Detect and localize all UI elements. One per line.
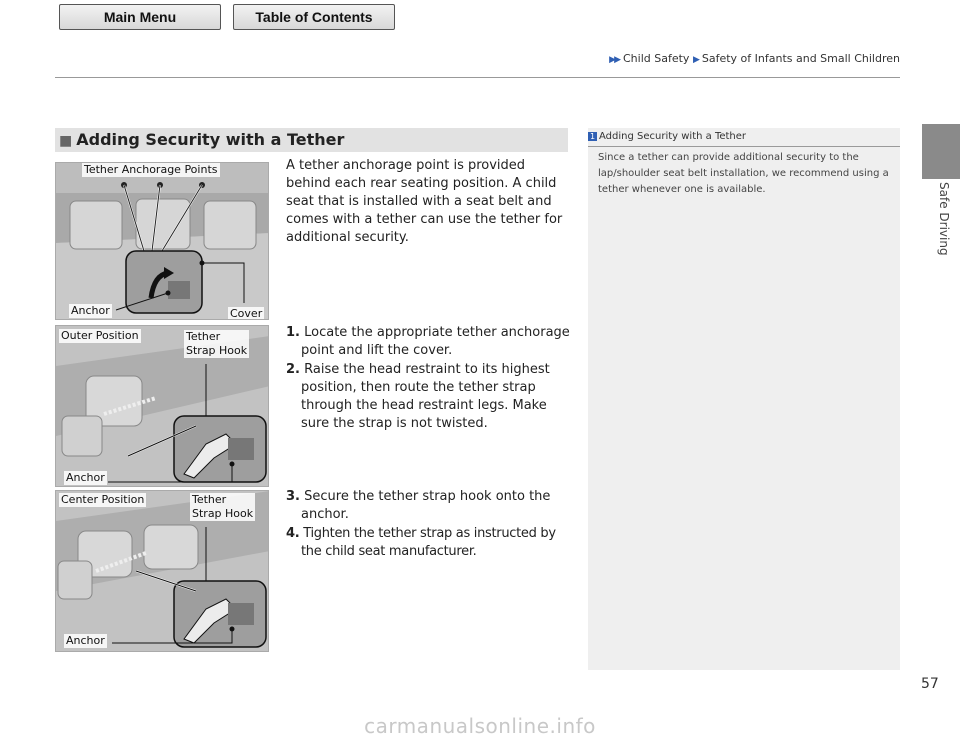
label-tether-strap-hook: Tether Strap Hook (192, 493, 254, 520)
step-1: 1. Locate the appropriate tether anchorage point and lift the cover. (286, 325, 570, 358)
figure-tether-anchorage-points (55, 162, 269, 320)
label-anchor: Anchor (66, 471, 105, 484)
breadcrumb-level1[interactable]: Child Safety (623, 52, 690, 65)
page-number: 57 (921, 676, 939, 692)
breadcrumb-arrow-icon: ▶▶ (609, 55, 619, 65)
intro-paragraph: A tether anchorage point is provided behind each rear seating position. A child seat that is installed with a seat belt and comes with a tether can use the tether for additional security. (286, 158, 563, 245)
label-tether-anchorage-points: Tether Anchorage Points (84, 163, 218, 176)
header-divider (55, 77, 900, 78)
label-anchor: Anchor (71, 304, 110, 317)
note-panel (588, 128, 900, 670)
step-2: 2. Raise the head restraint to its highest position, then route the tether strap through the head restraint legs. Make sure the strap is not twisted. (286, 362, 550, 431)
breadcrumb-level2[interactable]: Safety of Infants and Small Children (701, 52, 900, 65)
table-of-contents-button[interactable]: Table of Contents (233, 4, 395, 30)
chapter-tab-marker (922, 124, 960, 179)
rear-seat-illustration (56, 163, 269, 320)
note-body: Since a tether can provide additional security to the lap/shoulder seat belt installation, we recommend using a tether whenever one is available. (598, 152, 889, 195)
section-heading (55, 128, 568, 152)
square-bullet-icon: ■ (59, 133, 73, 149)
label-cover: Cover (230, 307, 263, 320)
watermark: carmanualsonline.info (364, 714, 596, 738)
note-divider (588, 146, 900, 147)
breadcrumb (609, 52, 900, 65)
section-title: Adding Security with a Tether (76, 130, 345, 149)
step-4: 4. Tighten the tether strap as instructed by the child seat manufacturer. (286, 526, 556, 559)
reference-icon: 1 (589, 132, 596, 141)
main-menu-button[interactable]: Main Menu (59, 4, 221, 30)
figure-center-position (55, 490, 269, 652)
breadcrumb-arrow-icon: ▶ (692, 55, 698, 65)
label-anchor: Anchor (66, 634, 105, 647)
step-3: 3. Secure the tether strap hook onto the anchor. (286, 489, 551, 522)
note-title[interactable]: 1 Adding Security with a Tether (589, 131, 747, 142)
label-outer-position: Outer Position (61, 329, 139, 342)
figure-outer-position (55, 325, 269, 487)
label-center-position: Center Position (61, 493, 145, 506)
label-tether-strap-hook: Tether Strap Hook (186, 330, 248, 357)
chapter-label: Safe Driving (937, 182, 951, 256)
